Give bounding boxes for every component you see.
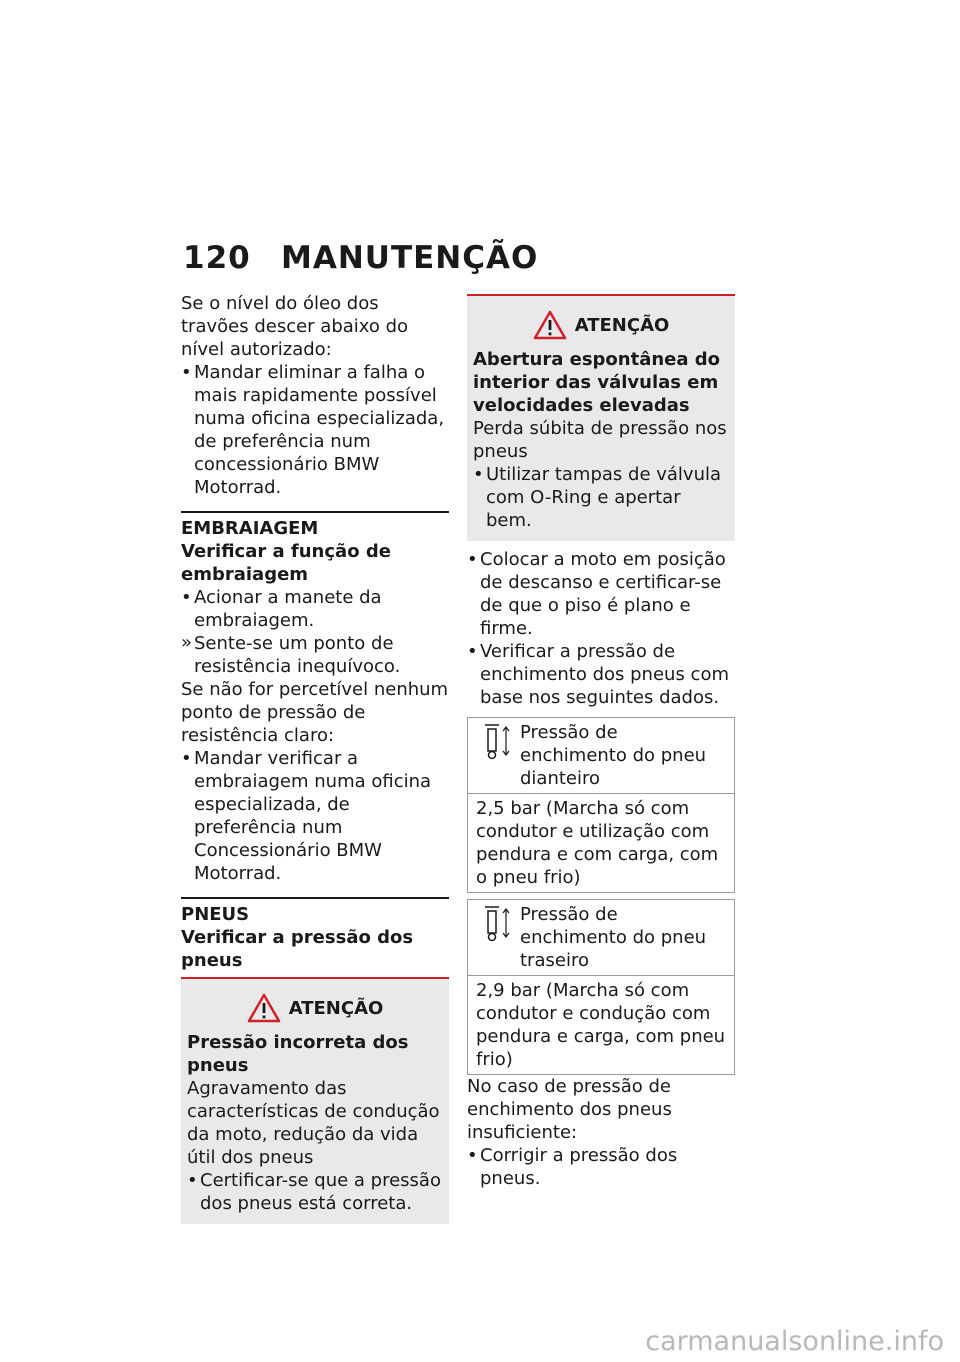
watermark: carmanualsonline.info xyxy=(645,1326,944,1357)
spec-label: Pressão de enchimento do pneu traseiro xyxy=(520,904,707,971)
spec-value: 2,9 bar (Marcha só com condutor e condução com pendura e carga, com pneu frio) xyxy=(476,980,726,1070)
warning-label: ATENÇÃO xyxy=(288,997,384,1019)
warning-text: Agravamento das características de condução da moto, redução da vida útil dos pneus xyxy=(187,1078,440,1168)
tyre-gauge-icon xyxy=(482,903,520,972)
warning-triangle-icon xyxy=(533,310,567,340)
page-number: 120 xyxy=(183,240,251,276)
right-column xyxy=(467,294,735,1190)
check-pressure-bullet: • Verificar a pressão de enchimento dos pneus com base nos seguintes dados. xyxy=(467,640,735,709)
warning-bullet: • Certificar-se que a pressão dos pneus está correta. xyxy=(187,1169,443,1215)
warning-text: Perda súbita de pressão nos pneus xyxy=(473,418,727,462)
brake-fluid-text: Se o nível do óleo dos travões descer abaixo do nível autorizado: xyxy=(181,293,409,360)
clutch-bullet-workshop: • Mandar verificar a embraiagem numa oficina especializada, de preferência num Concessionário BMW Motorrad. xyxy=(181,747,449,885)
warning-label: ATENÇÃO xyxy=(574,314,670,336)
page-title: MANUTENÇÃO xyxy=(281,240,539,276)
spec-label: Pressão de enchimento do pneu dianteiro xyxy=(520,722,707,789)
subtitle-clutch-check: Verificar a função de embraiagem xyxy=(181,541,391,585)
low-pressure-text: No caso de pressão de enchimento dos pneus insuficiente: xyxy=(467,1076,672,1143)
spec-rear-tyre xyxy=(467,899,735,1075)
page-header xyxy=(183,240,538,276)
spec-header xyxy=(468,718,734,794)
clutch-bullet: • Acionar a manete da embraiagem. xyxy=(181,586,449,632)
spec-front-tyre xyxy=(467,717,735,893)
clutch-result: » Sente-se um ponto de resistência inequívoco. xyxy=(181,632,449,678)
brake-fluid-bullet: • Mandar eliminar a falha o mais rapidamente possível numa oficina especializada, de preferência num concessionário BMW Motorrad. xyxy=(181,361,449,499)
tyre-gauge-icon xyxy=(482,721,520,790)
section-title-clutch: EMBRAIAGEM xyxy=(181,511,449,540)
section-title-tyres: PNEUS xyxy=(181,897,449,926)
warning-header xyxy=(473,310,729,340)
clutch-condition-text: Se não for percetível nenhum ponto de pressão de resistência claro: xyxy=(181,679,449,746)
spec-header xyxy=(468,900,734,976)
correct-pressure-bullet: • Corrigir a pressão dos pneus. xyxy=(467,1144,735,1190)
warning-header xyxy=(187,993,443,1023)
left-column xyxy=(181,292,449,1224)
warning-triangle-icon xyxy=(247,993,281,1023)
warning-box-valves xyxy=(467,294,735,541)
warning-title: Abertura espontânea do interior das válvulas em velocidades elevadas xyxy=(473,349,721,416)
park-bullet: • Colocar a moto em posição de descanso e certificar-se de que o piso é plano e firme. xyxy=(467,548,735,640)
warning-box-tyre-pressure xyxy=(181,977,449,1224)
spec-value: 2,5 bar (Marcha só com condutor e utilização com pendura e com carga, com o pneu frio) xyxy=(476,798,719,888)
warning-title: Pressão incorreta dos pneus xyxy=(187,1032,409,1076)
warning-bullet: • Utilizar tampas de válvula com O-Ring e apertar bem. xyxy=(473,463,729,532)
subtitle-tyre-pressure: Verificar a pressão dos pneus xyxy=(181,927,414,971)
